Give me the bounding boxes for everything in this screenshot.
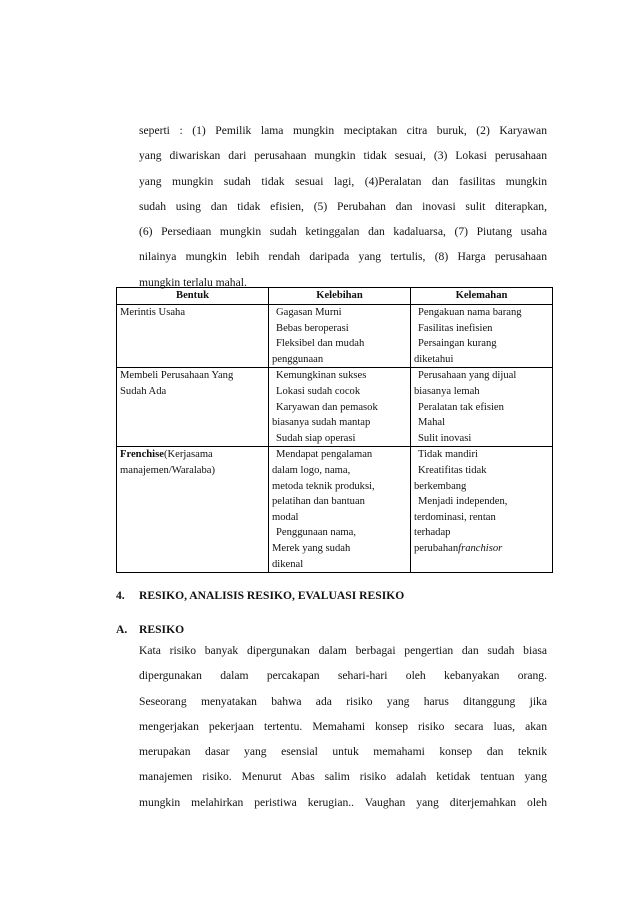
kelemahan-cell — [411, 305, 553, 368]
text-line: mungkin terlalu mahal. — [139, 275, 247, 289]
cell-line: Mahal — [418, 417, 446, 429]
kelebihan-cell — [269, 368, 411, 447]
cell-line: berkembang — [414, 480, 467, 492]
cell-line: terdominasi, rentan — [414, 511, 496, 523]
cell-line — [120, 447, 265, 463]
table-row — [117, 447, 553, 573]
cell-line: Bebas beroperasi — [276, 322, 349, 334]
intro-paragraph — [139, 118, 547, 295]
cell-line: terhadap — [414, 527, 451, 539]
cell-line: dalam logo, nama, — [272, 464, 351, 476]
text-line: mungkin melahirkan peristiwa kerugian.. Vaughan yang diterjemahkan oleh — [139, 795, 547, 809]
table-row — [117, 368, 553, 447]
cell-text: perubahan — [414, 542, 459, 554]
column-header-bentuk: Bentuk — [117, 288, 269, 305]
text-line: sudah using dan tidak efisien, (5) Perubahan dan inovasi sulit diterapkan, — [139, 199, 547, 213]
subsection-letter: A. — [116, 623, 128, 636]
text-line: Seseorang menyatakan bahwa ada risiko yang harus ditanggung jika — [139, 694, 547, 708]
cell-line: Menjadi independen, — [418, 496, 508, 508]
cell-line: Perusahaan yang dijual — [418, 370, 517, 382]
bentuk-cell — [117, 447, 269, 573]
franchise-note: (Kerjasama — [163, 449, 213, 461]
text-line: yang mungkin sudah tidak sesuai lagi, (4)Peralatan dan fasilitas mungkin — [139, 174, 547, 188]
cell-line: Peralatan tak efisien — [418, 401, 504, 413]
cell-line: Karyawan dan pemasok — [276, 401, 378, 413]
section-number: 4. — [116, 589, 125, 602]
section-heading — [116, 589, 404, 602]
text-line: Kata risiko banyak dipergunakan dalam berbagai pengertian dan sudah biasa — [139, 644, 547, 657]
text-line: seperti : (1) Pemilik lama mungkin meciptakan citra buruk, (2) Karyawan — [139, 124, 547, 137]
kelebihan-cell — [269, 447, 411, 573]
cell-line: Membeli Perusahaan Yang — [120, 370, 234, 382]
kelemahan-cell — [411, 447, 553, 573]
cell-line: biasanya lemah — [414, 385, 480, 397]
column-header-kelemahan: Kelemahan — [411, 288, 553, 305]
cell-line: metoda teknik produksi, — [272, 480, 375, 492]
cell-line: Persaingan kurang — [418, 338, 497, 350]
text-line: manajemen risiko. Menurut Abas salim risiko adalah ketidak tentuan yang — [139, 770, 547, 784]
text-line: mengerjakan pekerjaan tertentu. Memahami konsep risiko secara luas, akan — [139, 719, 547, 733]
kelebihan-cell — [269, 305, 411, 368]
cell-line: Merintis Usaha — [120, 307, 186, 318]
text-line: (6) Persediaan mungkin sudah ketinggalan dan kadaluarsa, (7) Piutang usaha — [139, 225, 547, 239]
cell-line: Sulit inovasi — [418, 432, 472, 444]
text-line: dipergunakan dalam percakapan sehari-hari oleh kebanyakan orang. — [139, 669, 547, 683]
cell-line: Sudah Ada — [120, 385, 167, 397]
bentuk-cell — [117, 305, 269, 368]
text-line: yang diwariskan dari perusahaan mungkin tidak sesuai, (3) Lokasi perusahaan — [139, 149, 547, 163]
cell-line: biasanya sudah mantap — [272, 417, 371, 429]
cell-line: Kreatifitas tidak — [418, 464, 487, 476]
cell-line: Tidak mandiri — [418, 449, 478, 461]
cell-line: penggunaan — [272, 353, 324, 365]
cell-line: Sudah siap operasi — [276, 432, 356, 444]
cell-line: pelatihan dan bantuan — [272, 496, 365, 508]
text-line: merupakan dasar yang esensial untuk memahami konsep dan teknik — [139, 745, 547, 759]
section-title: RESIKO, ANALISIS RESIKO, EVALUASI RESIKO — [139, 589, 405, 602]
text-line: nilainya mungkin lebih rendah daripada yang tertulis, (8) Harga perusahaan — [139, 250, 547, 264]
cell-line: Pengakuan nama barang — [418, 307, 522, 318]
table-header-row — [117, 288, 553, 305]
cell-line: Kemungkinan sukses — [276, 370, 367, 382]
body-paragraph — [139, 638, 547, 815]
cell-line: Fleksibel dan mudah — [276, 338, 365, 350]
cell-line — [414, 541, 549, 557]
subsection-heading — [116, 623, 184, 636]
cell-line: Lokasi sudah cocok — [276, 385, 361, 397]
cell-line: dikenal — [272, 558, 304, 570]
cell-line: Gagasan Murni — [276, 307, 342, 318]
cell-line: Merek yang sudah — [272, 542, 351, 554]
column-header-kelebihan: Kelebihan — [269, 288, 411, 305]
subsection-title: RESIKO — [139, 623, 185, 636]
table-row — [117, 305, 553, 368]
business-form-comparison-table — [116, 287, 553, 573]
cell-line: modal — [272, 511, 299, 523]
cell-line: Penggunaan nama, — [276, 527, 357, 539]
franchisor-term: franchisor — [458, 542, 503, 554]
kelemahan-cell — [411, 368, 553, 447]
cell-line: Mendapat pengalaman — [276, 449, 373, 461]
cell-line: diketahui — [414, 353, 454, 365]
bentuk-cell — [117, 368, 269, 447]
cell-line: Fasilitas inefisien — [418, 322, 493, 334]
cell-line: manajemen/Waralaba) — [120, 464, 216, 476]
franchise-term: Frenchise — [120, 449, 164, 461]
